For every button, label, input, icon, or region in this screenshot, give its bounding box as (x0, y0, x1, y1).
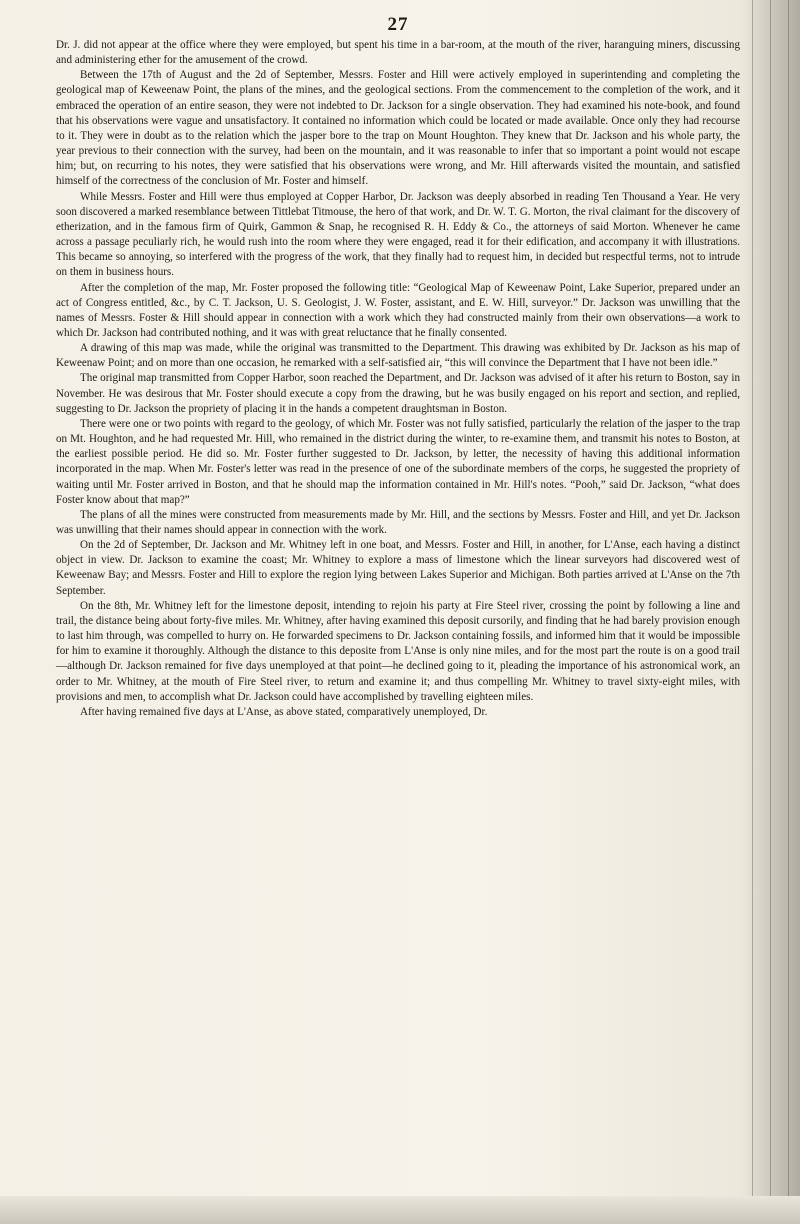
paragraph: Between the 17th of August and the 2d of September, Messrs. Foster and Hill were actively employed in superintending and completing the geological map of Keweenaw Point, the plans of the mines, and the geological sections. From the commencement to the completion of the work, and it embraced the operation of an entire season, they were not indebted to Dr. Jackson for a single observation. They had examined his note-book, and found that his observations were vague and unsatisfactory. It contained no information which could be located or made available. Once only they had recourse to it. They were in doubt as to the relation which the jasper bore to the trap on Mount Houghton. They knew that Dr. Jackson and his whole party, the year previous to their connection with the survey, had been on the mountain, and it was reasonable to infer that so important a point would not escape him; but, on recurring to his notes, they were satisfied that his observations were wrong, and Mr. Hill afterwards visited the mountain, and satisfied himself of the correctness of the conclusion of Mr. Foster and himself. (56, 69, 740, 188)
paragraph: A drawing of this map was made, while the original was transmitted to the Department. This drawing was exhibited by Dr. Jackson as his map of Keweenaw Point; and on more than one occasion, he remarked with a self-satisfied air, “this will convince the Department that I have not been idle.” (56, 342, 740, 370)
paragraph: On the 8th, Mr. Whitney left for the limestone deposit, intending to rejoin his party at Fire Steel river, crossing the point by following a line and trail, the distance being about forty-five miles. Mr. Whitney, after having examined this deposit cursorily, and finding that he had barely provision enough to last him through, was compelled to hurry on. He forwarded specimens to Dr. Jackson containing fossils, and informed him that it would be impossible for him to examine it thoroughly. Although the distance to this deposite from L'Anse is only nine miles, and for the most part the route is on a good trail—although Dr. Jackson remained for five days unemployed at that point—he declined going to it, pleading the importance of his astronomical work, an order to Mr. Whitney, at the mouth of Fire Steel river, to return and examine it; and thus compelling Mr. Whitney to travel sixty-eight miles, with provisions and men, to accomplish what Dr. Jackson could have accomplished by travelling eighteen miles. (56, 599, 740, 703)
page-edge-line (788, 0, 789, 1224)
paragraph: After the completion of the map, Mr. Foster proposed the following title: “Geological Map of Keweenaw Point, Lake Superior, prepared under an act of Congress entitled, &c., by C. T. Jackson, U. S. Geologist, J. W. Foster, assistant, and E. W. Hill, surveyor.” Dr. Jackson was unwilling that the names of Messrs. Foster & Hill should appear in connection with a work which they had constructed mainly from their own observations—a work to which Dr. Jackson had contributed nothing, and it was with great reluctance that he finally consented. (56, 281, 740, 339)
paragraph: There were one or two points with regard to the geology, of which Mr. Foster was not fully satisfied, particularly the relation of the jasper to the trap on Mt. Houghton, and he had requested Mr. Hill, who remained in the district during the winter, to re-examine them, and transmit his notes to Boston, at the earliest possible period. He did so. Mr. Foster further suggested to Dr. Jackson, by letter, the necessity of having this additional information incorporated in the map. When Mr. Foster's letter was read in the presence of one of the subordinate members of the corps, he suggested the propriety of waiting until Mr. Foster arrived in Boston, and that he should map the information contained in Mr. Hill's notes. “Pooh,” said Dr. Jackson, “what does Foster know about that map?” (56, 417, 740, 506)
paragraph: The original map transmitted from Copper Harbor, soon reached the Department, and Dr. Jackson was advised of it after his return to Boston, say in November. He was desirous that Mr. Foster should execute a copy from the drawing, but he was busily engaged on his report and section, and replied, suggesting to Dr. Jackson the propriety of placing it in the hands a competent draughtsman in Boston. (56, 372, 740, 415)
body-text (56, 38, 740, 720)
paragraph: The plans of all the mines were constructed from measurements made by Mr. Hill, and the sections by Messrs. Foster and Hill, and yet Dr. Jackson was unwilling that their names should appear in connection with the work. (56, 508, 740, 536)
page-edge-line (770, 0, 771, 1224)
page-number: 27 (387, 14, 409, 35)
page-edge-line (752, 0, 753, 1224)
paragraph: On the 2d of September, Dr. Jackson and Mr. Whitney left in one boat, and Messrs. Foster and Hill, in another, for L'Anse, each having a distinct object in view. Dr. Jackson to examine the coast; Mr. Whitney to explore a mass of limestone which the linear surveyors had discovered west of Keweenaw Bay; and Messrs. Foster and Hill to explore the region lying between Lakes Superior and Michigan. Both parties arrived at L'Anse on the 7th September. (56, 539, 740, 597)
page-bottom-edge (0, 1196, 800, 1224)
paragraph: After having remained five days at L'Anse, as above stated, comparatively unemployed, Dr. (80, 705, 488, 718)
paragraph: While Messrs. Foster and Hill were thus employed at Copper Harbor, Dr. Jackson was deeply absorbed in reading Ten Thousand a Year. He very soon discovered a marked resemblance between Tittlebat Titmouse, the hero of that work, and Dr. W. T. G. Morton, the rival claimant for the discovery of etherization, and in the famous firm of Quirk, Gammon & Snap, he recognised R. H. Eddy & Co., the attorneys of said Morton. Whenever he came across a passage peculiarly rich, he would rush into the room where they were engaged, read it for their edification, and accompany it with illustrations. This became so annoying, so interfered with the progress of the work, that they finally had to request him, in decided but respectful terms, not to intrude on them in business hours. (56, 190, 740, 279)
paragraph: Dr. J. did not appear at the office where they were employed, but spent his time in a bar-room, at the mouth of the river, haranguing miners, discussing and administering ether for the amusement of the crowd. (56, 39, 740, 67)
